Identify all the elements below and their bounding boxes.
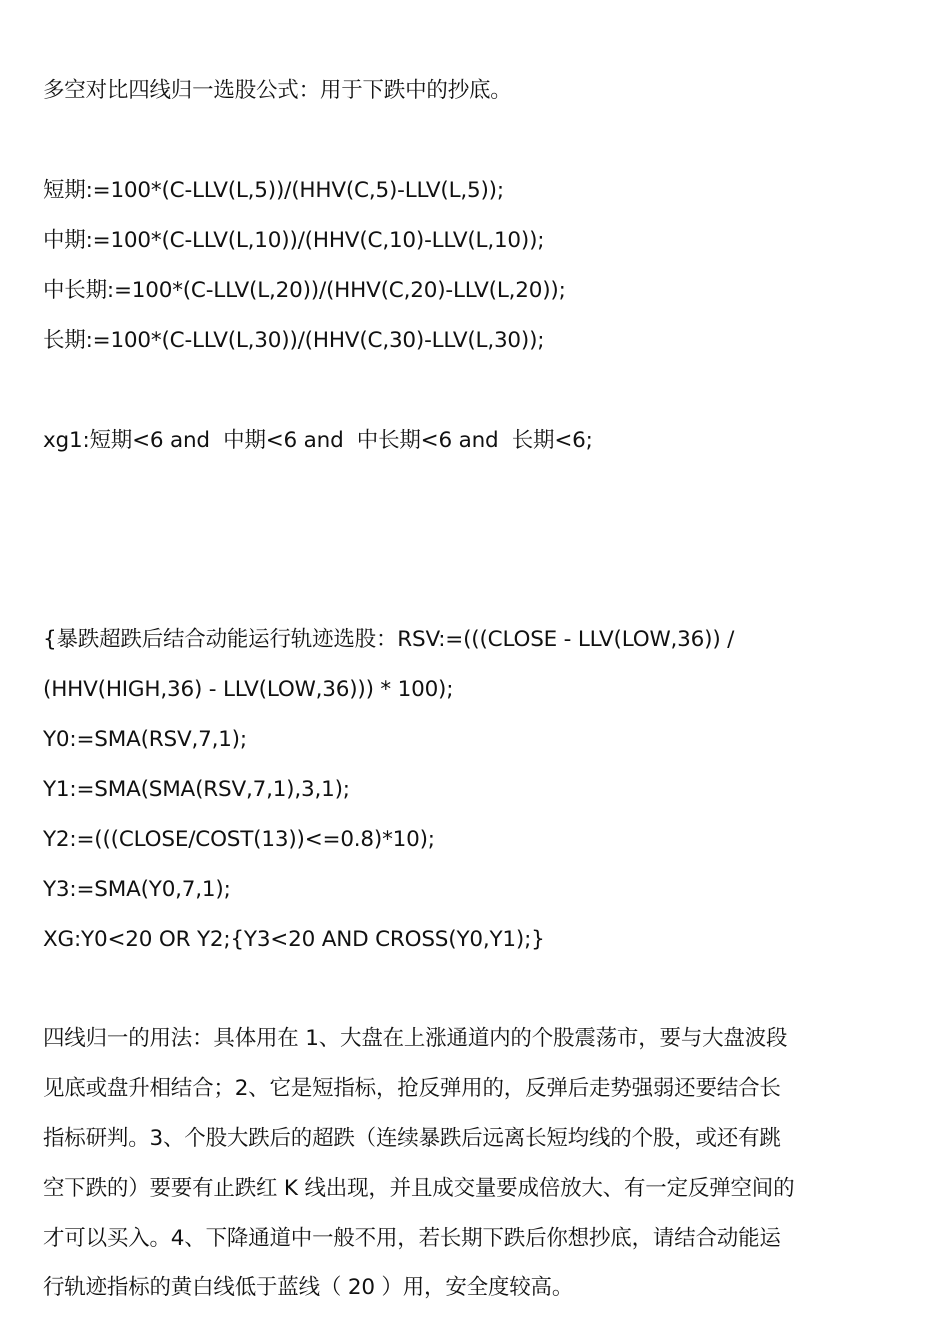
formula-line-short: 短期:=100*(C-LLV(L,5))/(HHV(C,5)-LLV(L,5)); [43,178,504,203]
document-title: 多空对比四线归一选股公式：用于下跌中的抄底。 [43,78,512,103]
formula2-line: Y0:=SMA(RSV,7,1); [43,727,247,752]
formula-line-mid: 中期:=100*(C-LLV(L,10))/(HHV(C,10)-LLV(L,10)); [43,228,545,253]
formula2-line: Y2:=(((CLOSE/COST(13))<=0.8)*10); [43,827,435,852]
formula2-line: (HHV(HIGH,36) - LLV(LOW,36))) * 100); [43,677,454,702]
formula-line-midlong: 中长期:=100*(C-LLV(L,20))/(HHV(C,20)-LLV(L,20)); [43,278,566,303]
usage-paragraph-line: 才可以买入。4、下降通道中一般不用，若长期下跌后你想抄底，请结合动能运 [43,1226,781,1251]
formula2-line: Y3:=SMA(Y0,7,1); [43,877,231,902]
formula2-line: XG:Y0<20 OR Y2;{Y3<20 AND CROSS(Y0,Y1);} [43,927,545,952]
formula-line-long: 长期:=100*(C-LLV(L,30))/(HHV(C,30)-LLV(L,30)); [43,328,545,353]
usage-paragraph-line: 四线归一的用法：具体用在 1、大盘在上涨通道内的个股震荡市，要与大盘波段 [43,1026,788,1051]
formula-xg1: xg1:短期<6 and 中期<6 and 中长期<6 and 长期<6; [43,428,593,453]
formula2-line: {暴跌超跌后结合动能运行轨迹选股：RSV:=(((CLOSE - LLV(LOW,36)) / [43,627,735,652]
usage-paragraph-line: 见底或盘升相结合；2、它是短指标，抢反弹用的，反弹后走势强弱还要结合长 [43,1076,781,1101]
usage-paragraph-line: 空下跌的）要要有止跌红 K 线出现，并且成交量要成倍放大、有一定反弹空间的 [43,1176,795,1201]
usage-paragraph-line: 指标研判。3、个股大跌后的超跌（连续暴跌后远离长短均线的个股，或还有跳 [43,1126,781,1151]
formula2-line: Y1:=SMA(SMA(RSV,7,1),3,1); [43,777,350,802]
usage-paragraph-line: 行轨迹指标的黄白线低于蓝线（ 20 ）用，安全度较高。 [43,1275,574,1300]
